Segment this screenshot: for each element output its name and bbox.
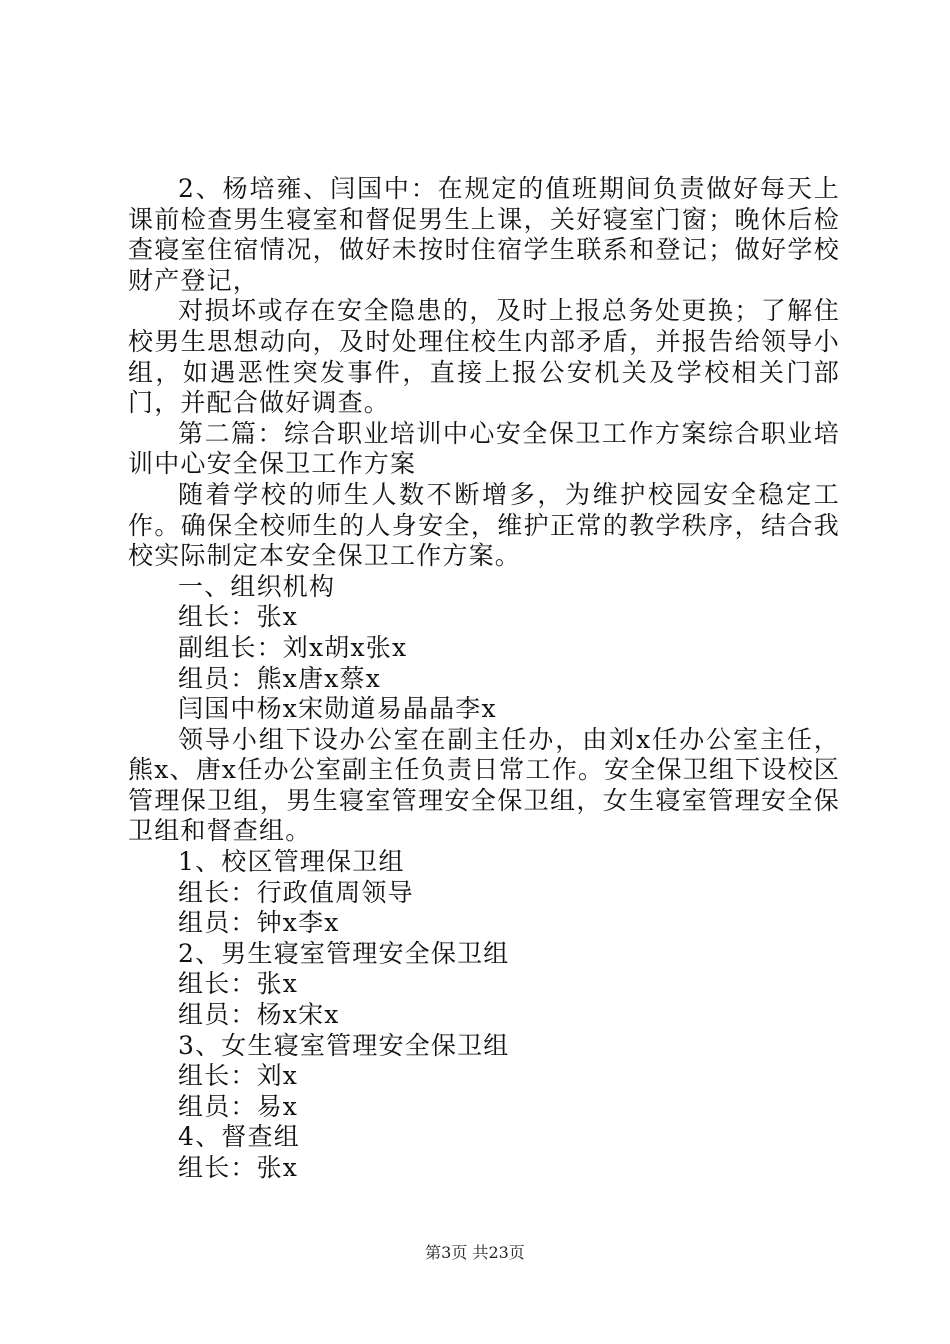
paragraph-4: 随着学校的师生人数不断增多，为维护校园安全稳定工作。确保全校师生的人身安全，维护正常的教学秩序，结合我校实际制定本安全保卫工作方案。 xyxy=(128,479,840,571)
paragraph-21: 组长：张x xyxy=(178,1153,299,1182)
page-footer: 第3页 共23页 xyxy=(425,1243,525,1262)
paragraph-13: 组员：钟x李x xyxy=(178,908,340,938)
paragraph-9: 闫国中杨x宋勋道易晶晶李x xyxy=(178,694,497,724)
paragraph-15: 组长：张x xyxy=(178,969,299,999)
paragraph-6: 组长：张x xyxy=(178,602,299,632)
paragraph-18: 组长：刘x xyxy=(178,1061,299,1091)
paragraph-20: 4、督查组 xyxy=(178,1122,300,1152)
paragraph-16: 组员：杨x宋x xyxy=(178,1000,340,1030)
paragraph-10: 领导小组下设办公室在副主任办，由刘x任办公室主任，熊x、唐x任办公室副主任负责日常工作。安全保卫组下设校区管理保卫组，男生寝室管理安全保卫组，女生寝室管理安全保卫组和督查组。 xyxy=(128,724,840,846)
paragraph-12: 组长：行政值周领导 xyxy=(178,877,414,907)
paragraph-2: 对损坏或存在安全隐患的，及时上报总务处更换；了解住校男生思想动向，及时处理住校生内部矛盾，并报告给领导小组，如遇恶性突发事件，直接上报公安机关及学校相关门部门，并配合做好调查。 xyxy=(128,296,840,418)
paragraph-8: 组员：熊x唐x蔡x xyxy=(178,663,382,693)
paragraph-14: 2、男生寝室管理安全保卫组 xyxy=(178,938,510,968)
paragraph-5: 一、组织机构 xyxy=(178,571,336,601)
paragraph-19: 组员：易x xyxy=(178,1091,299,1121)
paragraph-3: 第二篇：综合职业培训中心安全保卫工作方案综合职业培训中心安全保卫工作方案 xyxy=(128,418,840,479)
paragraph-17: 3、女生寝室管理安全保卫组 xyxy=(178,1030,510,1060)
paragraph-7: 副组长：刘x胡x张x xyxy=(178,632,408,662)
paragraph-11: 1、校区管理保卫组 xyxy=(178,847,405,877)
document-body xyxy=(128,174,840,1184)
paragraph-1: 2、杨培雍、闫国中：在规定的值班期间负责做好每天上课前检查男生寝室和督促男生上课，关好寝室门窗；晚休后检查寝室住宿情况，做好未按时住宿学生联系和登记；做好学校财产登记， xyxy=(128,174,840,295)
